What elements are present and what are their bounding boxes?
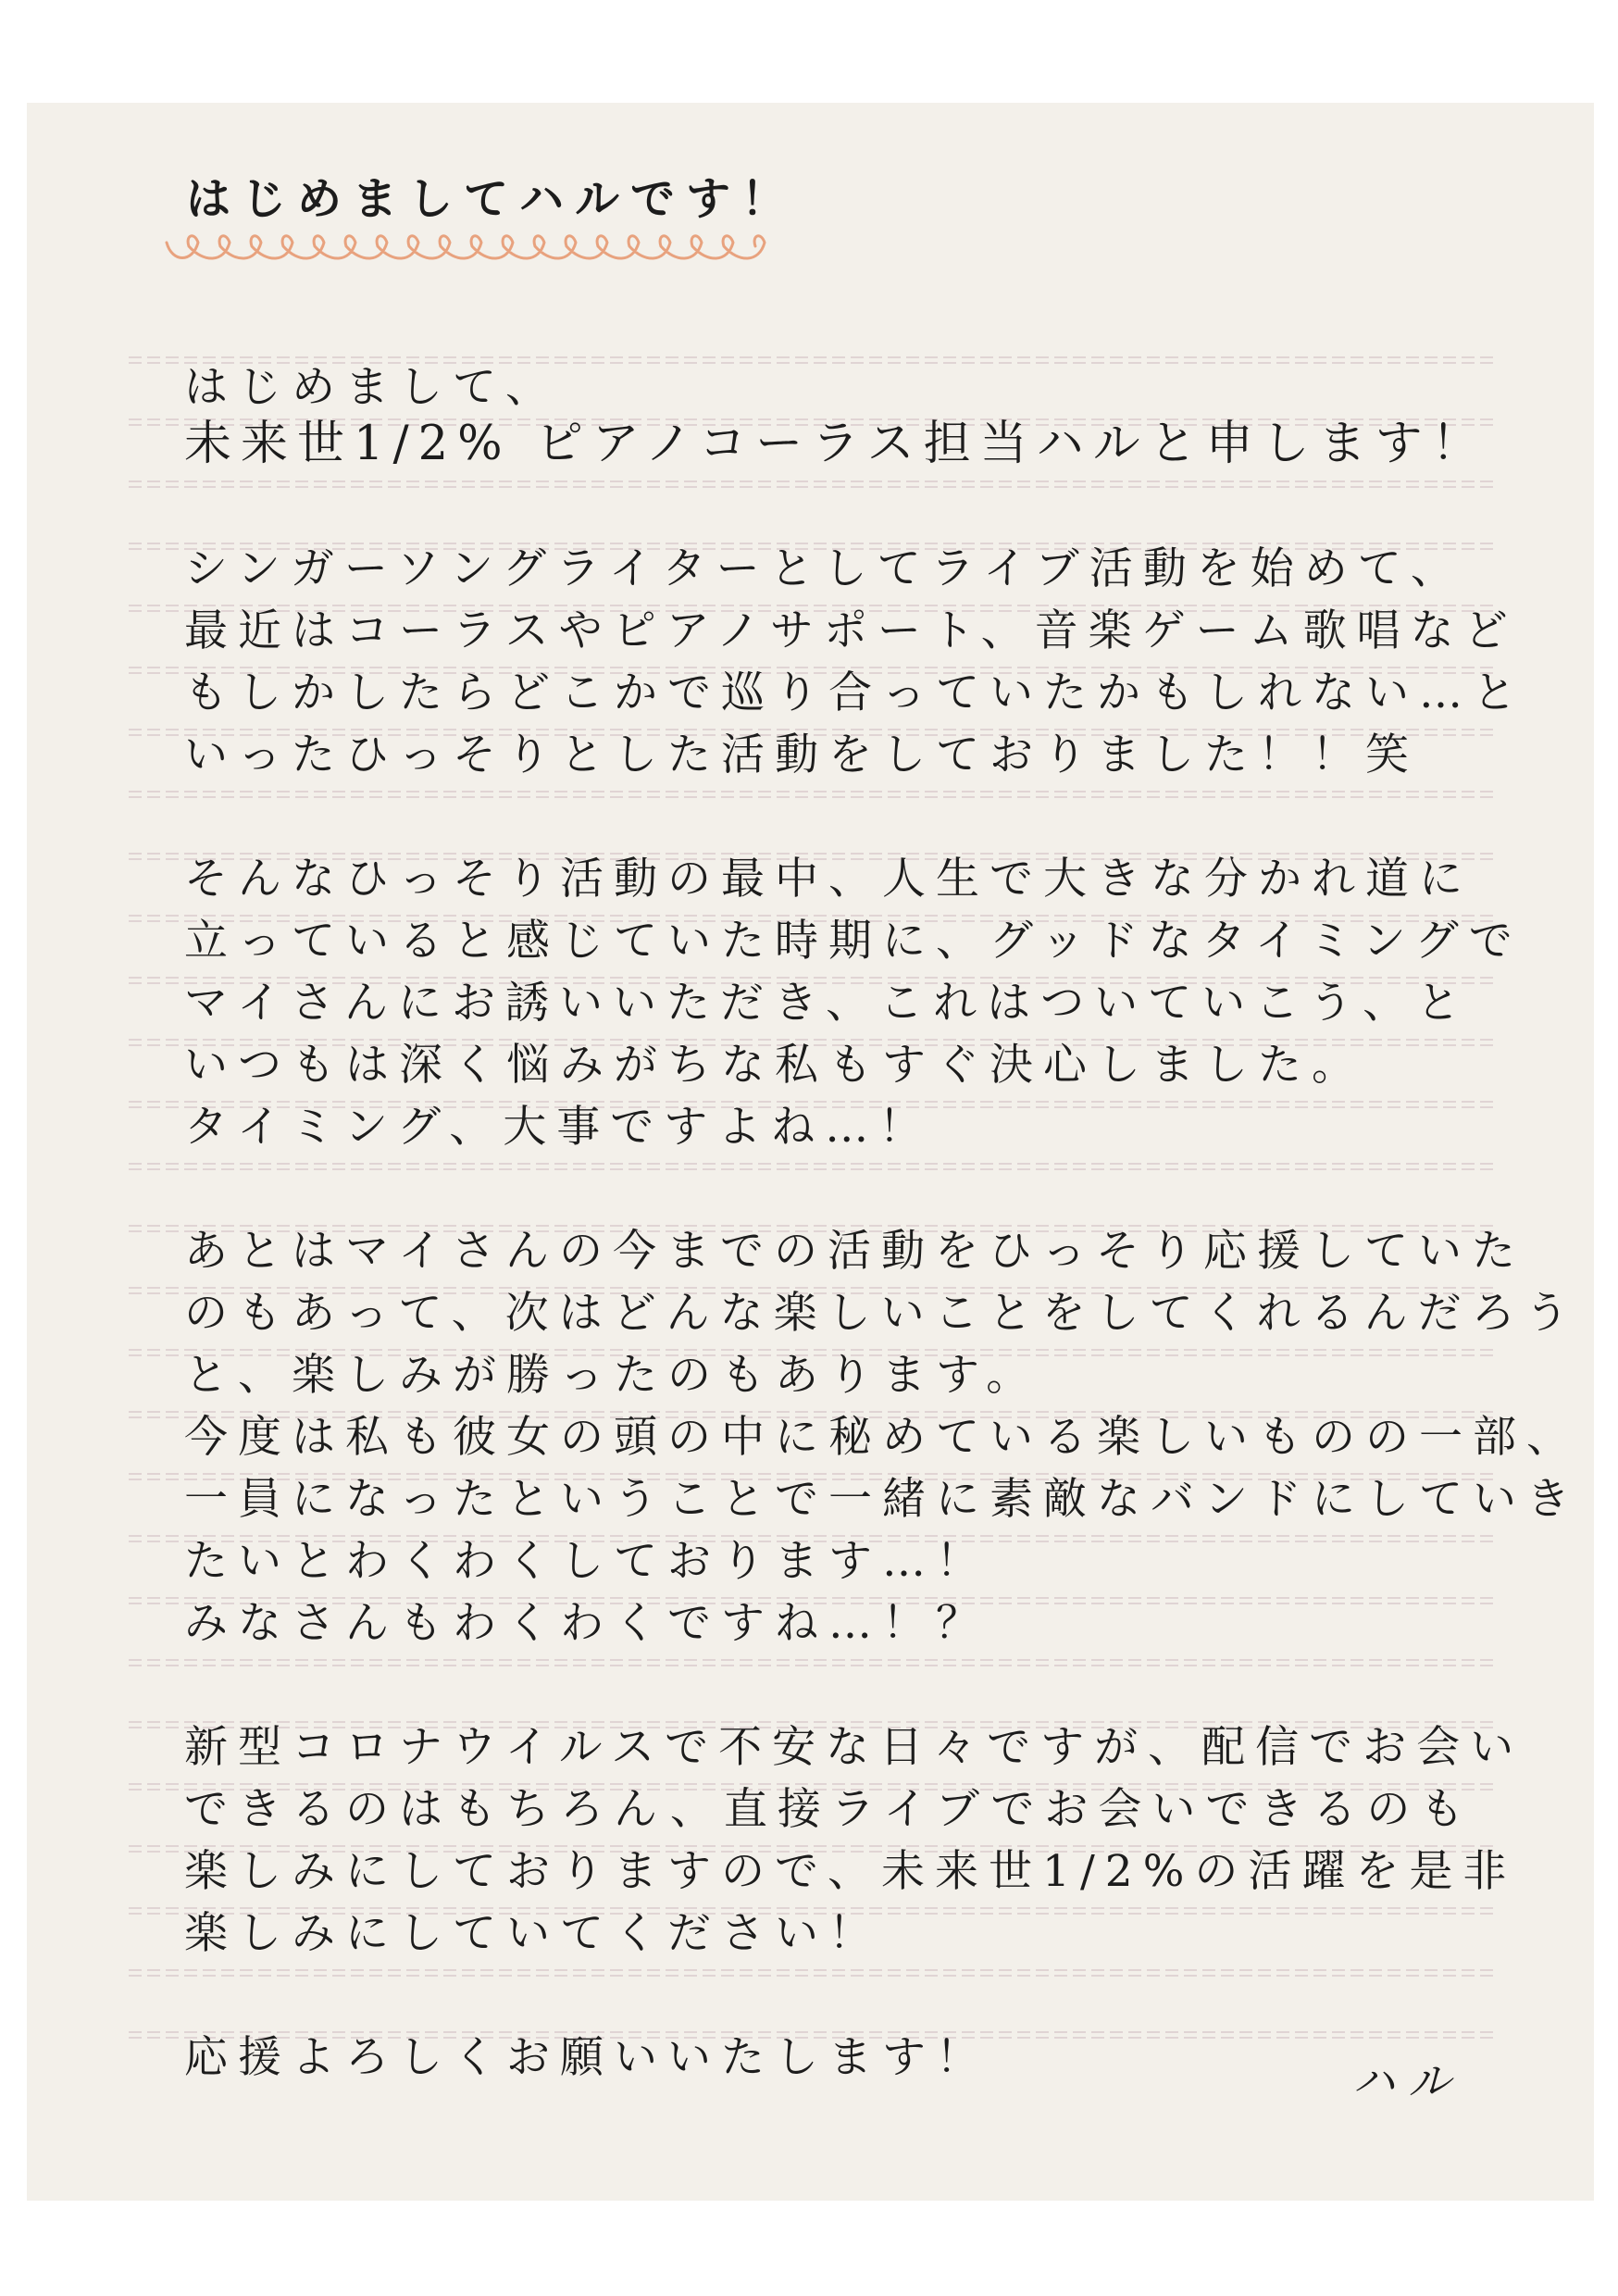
body-line: タイミング、大事ですよね…！ (184, 1102, 933, 1153)
signature: ハル (1352, 2056, 1463, 2106)
body-line: もしかしたらどこかで巡り合っていたかもしれない…と (184, 668, 1526, 718)
body-line: 未来世1/2% ピアノコーラス担当ハルと申します！ (184, 417, 1488, 471)
body-line: と、楽しみが勝ったのもあります。 (184, 1350, 1040, 1401)
scallop-underline (163, 230, 792, 267)
body-line: あとはマイさんの今までの活動をひっそり応援していた (184, 1226, 1526, 1277)
body-line: のもあって、次はどんな楽しいことをしてくれるんだろう (184, 1288, 1579, 1339)
body-line: 楽しみにしていてください！ (184, 1908, 882, 1959)
body-line: そんなひっそり活動の最中、人生で大きな分かれ道に (184, 854, 1473, 905)
body-line: 最近はコーラスやピアノサポート、音楽ゲーム歌唱など (184, 605, 1518, 656)
body-line: いつもは深く悩みがちな私もすぐ決心しました。 (184, 1040, 1365, 1091)
body-line: 一員になったということで一緒に素敵なバンドにしていき (184, 1474, 1580, 1525)
body-line: 新型コロナウイルスで不安な日々ですが、配信でお会い (184, 1722, 1525, 1773)
body-line: 楽しみにしておりますので、未来世1/2%の活躍を是非 (184, 1846, 1517, 1897)
body-line: 立っていると感じていた時期に、グッドなタイミングで (184, 916, 1523, 967)
body-line: みなさんもわくわくですね…！？ (184, 1598, 989, 1649)
letter-paper (27, 103, 1594, 2201)
body-line: マイさんにお誘いいただき、これはついていこう、と (184, 978, 1471, 1029)
scallop-path (167, 236, 765, 258)
body-line: 今度は私も彼女の頭の中に秘めている楽しいものの一部、 (184, 1412, 1580, 1463)
body-line: できるのはもちろん、直接ライブでお会いできるのも (184, 1784, 1475, 1835)
body-line: たいとわくわくしております…！ (184, 1536, 989, 1587)
body-line: シンガーソングライターとしてライブ活動を始めて、 (184, 543, 1464, 594)
body-line: はじめまして、 (184, 362, 560, 413)
closing-line: 応援よろしくお願いいたします！ (184, 2032, 989, 2083)
letter-title: はじめましてハルです！ (186, 173, 798, 225)
body-line: いったひっそりとした活動をしておりました！！笑 (184, 730, 1419, 780)
